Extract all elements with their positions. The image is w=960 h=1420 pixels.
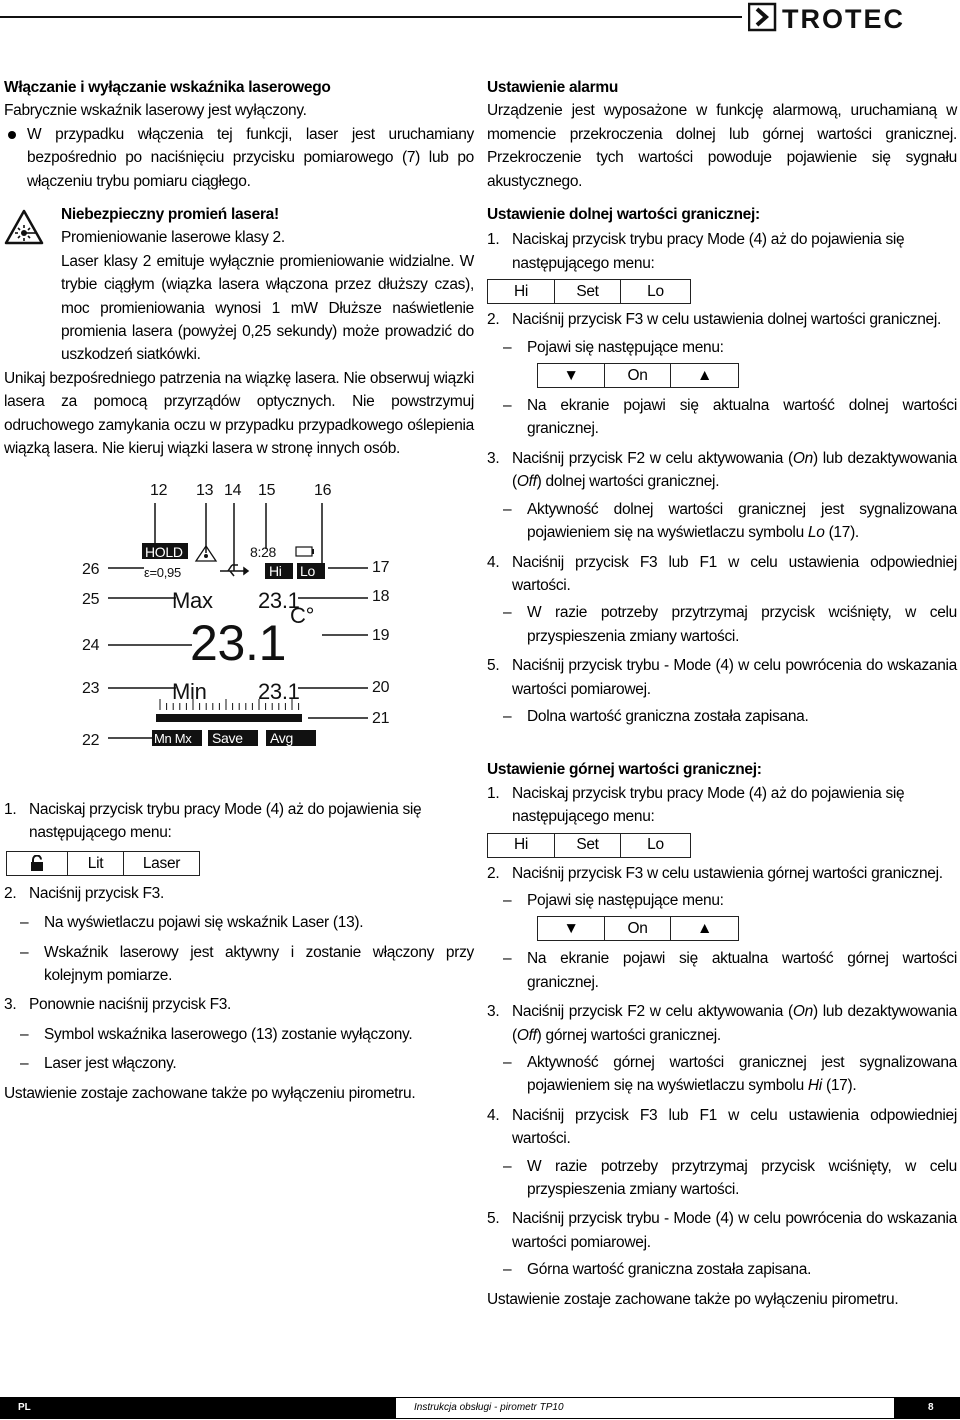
laser-step-3-note-1: – Symbol wskaźnika laserowego (13) zostanie wyłączony. [20, 1025, 413, 1043]
lcd-lo: Lo [300, 562, 315, 579]
footer-language: PL [18, 1402, 31, 1413]
laser-outro: Ustawienie zostaje zachowane także po wyłączeniu pirometru. [4, 1084, 416, 1102]
lcd-main-value: 23.1 [190, 614, 287, 671]
laser-step-2-note-2: – Wskaźnik laserowy jest aktywny i zostanie włączony przy kolejnym pomiarze. [20, 943, 474, 984]
lcd-num-15: 15 [258, 481, 276, 499]
lcd-num-19: 19 [372, 626, 390, 644]
lcd-num-23: 23 [82, 679, 100, 697]
lcd-num-18: 18 [372, 587, 390, 605]
lcd-diagram [4, 475, 474, 785]
alarm-outro: Ustawienie zostaje zachowane także po wyłączeniu pirometru. [487, 1290, 899, 1308]
laser-step-1: 1. Naciskaj przycisk trybu pracy Mode (4) aż do pojawienia się następującego menu: [4, 800, 422, 842]
low-step-4-note: – W razie potrzeby przytrzymaj przycisk wciśnięty, w celu przyspieszenia zmiany wartości. [503, 604, 957, 645]
low-step-2-note-1: – Pojawi się następujące menu: [503, 338, 724, 356]
lcd-num-14: 14 [224, 481, 242, 499]
lcd-avg: Avg [270, 729, 293, 746]
arrow-up-icon: ▲ [670, 364, 738, 387]
laser-menu [6, 851, 200, 876]
laser-warning [4, 203, 474, 367]
low-step-2-note-2: – Na ekranie pojawi się aktualna wartość dolnej wartości granicznej. [503, 397, 957, 438]
menu-lo: Lo [620, 280, 690, 303]
menu-set: Set [554, 834, 620, 857]
high-step-4-note: – W razie potrzeby przytrzymaj przycisk wciśnięty, w celu przyspieszenia zmiany wartości. [503, 1157, 957, 1199]
lcd-max: Max [172, 587, 213, 613]
low-limit-title: Ustawienie dolnej wartości granicznej: [487, 206, 760, 224]
menu-lo: Lo [620, 834, 690, 857]
high-step-1: 1. Naciskaj przycisk trybu pracy Mode (4) aż do pojawienia się następującego menu: [487, 784, 905, 826]
arrow-down-icon: ▼ [563, 366, 579, 384]
page-footer [0, 1397, 960, 1419]
lcd-hold: HOLD [145, 543, 183, 560]
section-title-laser: Włączanie i wyłączanie wskaźnika laserowego [4, 79, 331, 96]
trotec-logo [748, 2, 956, 32]
lcd-num-13: 13 [196, 481, 214, 499]
arrow-up-icon: ▲ [670, 917, 738, 940]
right-column [487, 76, 957, 1311]
laser-step-2-note-1: – Na wyświetlaczu pojawi się wskaźnik Laser (13). [20, 914, 364, 932]
high-step-2: 2. Naciśnij przycisk F3 w celu ustawienia górnej wartości granicznej. [487, 864, 943, 882]
header-rule [0, 16, 742, 18]
section-title-alarm: Ustawienie alarmu [487, 79, 619, 96]
lcd-bargraph [156, 714, 302, 722]
high-menu-hi-set-lo [487, 833, 691, 858]
lcd-num-20: 20 [372, 678, 390, 696]
menu-laser: Laser [123, 852, 199, 875]
left-column [4, 76, 474, 1105]
high-step-3: 3. Naciśnij przycisk F2 w celu aktywowania (On) lub dezaktywowania (Off) górnej wartości granicznej. [487, 1003, 957, 1044]
high-step-4: 4. Naciśnij przycisk F3 lub F1 w celu ustawienia odpowiedniej wartości. [487, 1106, 957, 1148]
lcd-num-16: 16 [314, 481, 332, 499]
lcd-num-22: 22 [82, 731, 100, 749]
svg-text:TROTEC: TROTEC [782, 4, 905, 32]
laser-step-2: 2. Naciśnij przycisk F3. [4, 884, 164, 902]
warning-body-2: Unikaj bezpośredniego patrzenia na wiązkę lasera. Nie obserwuj wiązki lasera za pomocą przyrządów optycznych. Nie powstrzymuj odruchowego zamykania oczu w przypadku przypadkowego oślepienia wiązką lasera. Nie kieruj wiązki lasera w stronę innych osób. [4, 369, 474, 458]
laser-warning-icon [4, 209, 44, 245]
low-step-1: 1. Naciskaj przycisk trybu pracy Mode (4) aż do pojawienia się następującego menu: [487, 231, 905, 272]
intro-text: Fabrycznie wskaźnik laserowy jest wyłączony. [4, 102, 307, 120]
lcd-min-value: 23.1 [258, 678, 300, 704]
lcd-time: 8:28 [250, 543, 277, 560]
low-step-5-note: – Dolna wartość graniczna została zapisana. [503, 707, 809, 725]
high-step-5: 5. Naciśnij przycisk trybu - Mode (4) w celu powrócenia do wskazania wartości pomiarowej. [487, 1210, 957, 1251]
low-step-2: 2. Naciśnij przycisk F3 w celu ustawienia dolnej wartości granicznej. [487, 311, 942, 329]
warning-body: Laser klasy 2 emituje wyłącznie promieniowanie widzialne. W trybie ciągłym (wiązka lasera włączona przez dłuższy czas), moc promieniowania wynosi 1 mW Dłuższe naświetlenie promienia lasera (powyżej 0,25 sekundy) może prowadzić do uszkodzeń siatkówki. [61, 252, 474, 364]
bullet-item: W przypadku włączenia tej funkcji, laser jest uruchamiany bezpośrednio po naciśnięciu przycisku pomiarowego (7) lub po włączeniu trybu pomiaru ciągłego. [4, 123, 474, 193]
laser-step-3: 3. Ponownie naciśnij przycisk F3. [4, 996, 232, 1014]
low-step-3-note: – Aktywność dolnej wartości granicznej jest sygnalizowana pojawieniem się na wyświetlaczu symbolu Lo (17). [503, 500, 957, 542]
warning-line: Promieniowanie laserowe klasy 2. [61, 229, 285, 247]
high-step-5-note: – Górna wartość graniczna została zapisana. [503, 1261, 812, 1279]
lcd-battery-icon [296, 547, 312, 556]
alarm-intro: Urządzenie jest wyposażone w funkcję alarmową, uruchamianą w momencie przekroczenia dolnej lub górnej wartości granicznej. Przekroczenie tych wartości powoduje pojawienie się sygnału akustycznego. [487, 102, 957, 190]
lcd-num-17: 17 [372, 558, 390, 576]
footer-title: Instrukcja obsługi - pirometr TP10 [414, 1402, 564, 1413]
lcd-num-24: 24 [82, 636, 100, 654]
menu-lit: Lit [67, 852, 123, 875]
menu-on: On [604, 917, 670, 940]
high-step-2-note-2: – Na ekranie pojawi się aktualna wartość górnej wartości granicznej. [503, 950, 957, 991]
menu-hi: Hi [513, 283, 529, 301]
lcd-save: Save [212, 729, 243, 746]
lcd-unit: C° [290, 602, 315, 628]
lcd-num-25: 25 [82, 590, 100, 608]
low-step-4: 4. Naciśnij przycisk F3 lub F1 w celu ustawienia odpowiedniej wartości. [487, 553, 957, 594]
low-menu-on [537, 363, 739, 388]
arrow-down-icon: ▼ [563, 920, 579, 938]
low-menu-hi-set-lo [487, 279, 691, 304]
high-limit-title: Ustawienie górnej wartości granicznej: [487, 761, 762, 779]
warning-title: Niebezpieczny promień lasera! [61, 206, 279, 224]
lcd-num-26: 26 [82, 560, 100, 578]
low-step-5: 5. Naciśnij przycisk trybu - Mode (4) w celu powrócenia do wskazania wartości pomiarowej. [487, 657, 957, 698]
menu-on: On [604, 364, 670, 387]
lcd-num-21: 21 [372, 709, 390, 727]
high-menu-on [537, 916, 739, 941]
high-step-2-note-1: – Pojawi się następujące menu: [503, 891, 724, 909]
footer-title-box [395, 1397, 895, 1419]
menu-hi: Hi [513, 836, 529, 854]
lcd-hi: Hi [269, 562, 282, 579]
high-step-3-note: – Aktywność górnej wartości granicznej jest sygnalizowana pojawieniem się na wyświetlaczu symbolu Hi (17). [503, 1054, 957, 1095]
lcd-num-12: 12 [150, 481, 168, 499]
lcd-emissivity: ε=0,95 [144, 564, 181, 580]
lcd-mnmx: Mn Mx [154, 730, 192, 746]
laser-step-3-note-2: – Laser jest włączony. [20, 1055, 177, 1073]
footer-page-number: 8 [928, 1402, 934, 1413]
lock-icon [7, 852, 67, 875]
lcd-min: Min [172, 678, 207, 704]
low-step-3: 3. Naciśnij przycisk F2 w celu aktywowania (On) lub dezaktywowania (Off) dolnej wartości granicznej. [487, 449, 957, 491]
menu-set: Set [554, 280, 620, 303]
lcd-max-value: 23.1 [258, 587, 300, 613]
